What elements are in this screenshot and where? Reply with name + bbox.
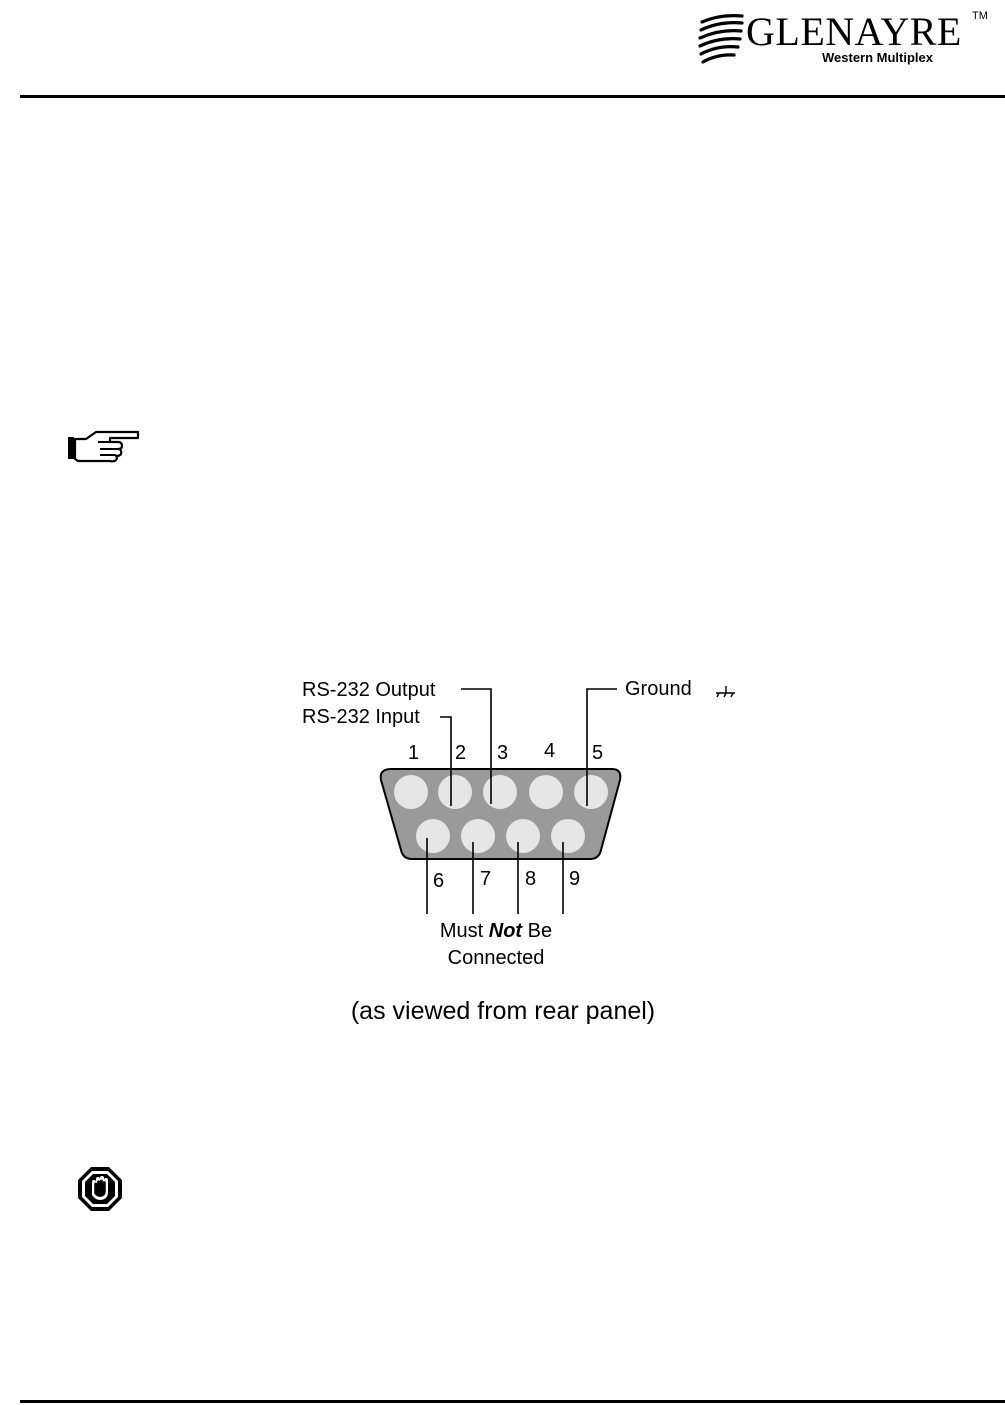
figure-caption: (as viewed from rear panel) (350, 997, 656, 1025)
trademark-mark: TM (972, 10, 988, 22)
pin-2 (438, 775, 472, 809)
ground-symbol-icon (716, 686, 735, 697)
pin-3 (483, 775, 517, 809)
pin-number-2: 2 (455, 742, 467, 764)
pin-number-8: 8 (525, 868, 537, 890)
footer-rule (20, 1400, 1005, 1403)
not-text: Not (488, 920, 523, 942)
pin-9 (551, 819, 585, 853)
pin-number-9: 9 (569, 868, 581, 890)
connected-text: Connected (447, 947, 545, 969)
pin-7 (461, 819, 495, 853)
label-rs232-output: RS-232 Output (302, 679, 436, 701)
pin-5 (574, 775, 608, 809)
pin-number-1: 1 (408, 742, 420, 764)
pin-1 (394, 775, 428, 809)
pin-number-7: 7 (480, 868, 492, 890)
pin-8 (506, 819, 540, 853)
be-text: Be (527, 920, 553, 942)
pin-number-5: 5 (592, 742, 604, 764)
label-ground: Ground (625, 678, 692, 700)
must-text: Must (439, 920, 484, 942)
must-not-be-connected-line1 (396, 919, 596, 943)
pin-number-3: 3 (497, 742, 509, 764)
pin-number-4: 4 (544, 740, 556, 762)
logo-wordmark: GLENAYRE (746, 9, 962, 54)
pin-4 (529, 775, 563, 809)
logo-subtitle: Western Multiplex (822, 50, 934, 65)
label-rs232-input: RS-232 Input (302, 706, 420, 728)
pin-6 (416, 819, 450, 853)
stop-hand-icon (76, 1165, 124, 1213)
pin-number-6: 6 (433, 870, 445, 892)
